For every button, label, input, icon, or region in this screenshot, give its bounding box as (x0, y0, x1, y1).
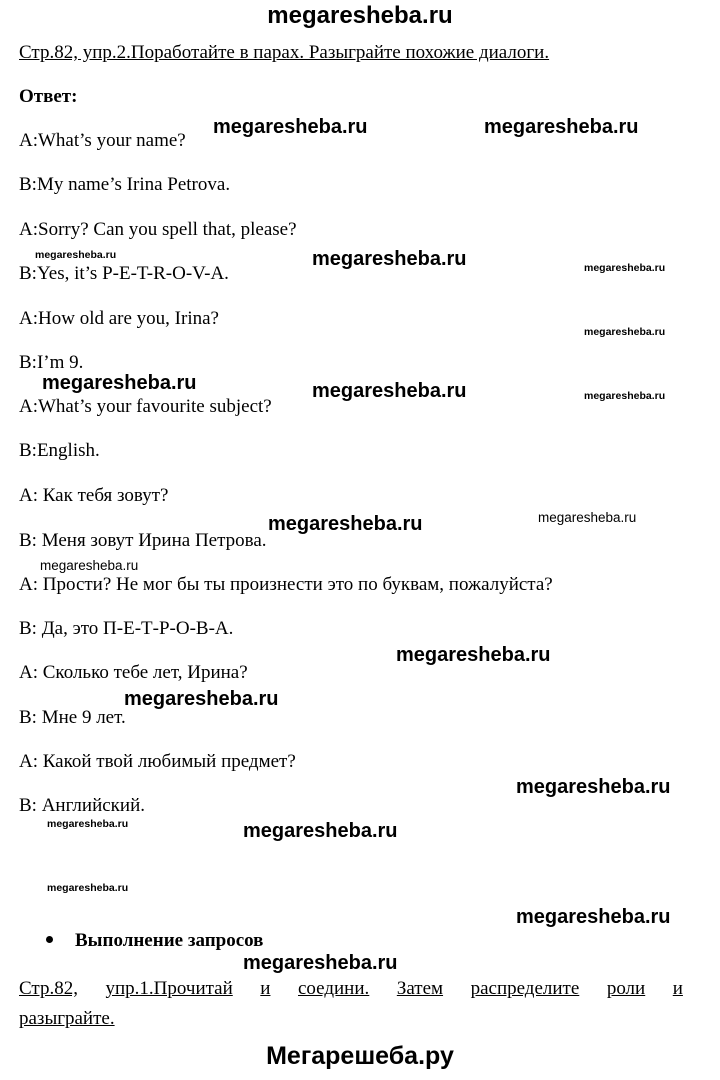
dialog-line-en: A:How old are you, Irina? (19, 308, 219, 329)
answer-label: Ответ: (19, 86, 78, 107)
dialog-line-en: A:What’s your name? (19, 130, 186, 151)
watermark: megaresheba.ru (213, 116, 368, 138)
watermark: megaresheba.ru (243, 952, 398, 974)
watermark: megaresheba.ru (312, 248, 467, 270)
section-bullet (46, 930, 263, 952)
watermark: megaresheba.ru (124, 688, 279, 710)
dialog-line-ru: B: Да, это П-Е-Т-Р-О-В-А. (19, 618, 234, 639)
watermark: megaresheba.ru (396, 644, 551, 666)
watermark: megaresheba.ru (40, 558, 139, 573)
task2 (19, 974, 683, 1034)
dialog-line-en: B:Yes, it’s P-E-T-R-O-V-A. (19, 263, 229, 284)
task-title: Стр.82, упр.2.Поработайте в парах. Разыграйте похожие диалоги. (19, 42, 550, 63)
watermark: megaresheba.ru (538, 510, 637, 525)
task2-word: Затем (396, 978, 444, 999)
dialog-line-en: A:What’s your favourite subject? (19, 396, 272, 417)
task2-word: распределите (470, 978, 580, 999)
watermark: megaresheba.ru (243, 820, 398, 842)
watermark: megaresheba.ru (584, 262, 666, 274)
dialog-line-en: A:Sorry? Can you spell that, please? (19, 219, 297, 240)
task2-word: и (672, 978, 683, 999)
watermark: megaresheba.ru (42, 372, 197, 394)
task2-word: Стр.82, (19, 978, 78, 999)
watermark: megaresheba.ru (312, 380, 467, 402)
bullet-icon (46, 936, 53, 943)
task2-word: соедини. (298, 978, 370, 999)
dialog-line-ru: A: Сколько тебе лет, Ирина? (19, 662, 248, 683)
watermark: megaresheba.ru (516, 776, 671, 798)
dialog-line-ru: A: Какой твой любимый предмет? (19, 751, 296, 772)
task2-line2: разыграйте. (19, 1008, 115, 1029)
task2-word: упр.1.Прочитай (105, 978, 233, 999)
watermark: megaresheba.ru (584, 326, 666, 338)
task2-word: роли (606, 978, 646, 999)
watermark: megaresheba.ru (47, 882, 129, 894)
watermark: megaresheba.ru (47, 818, 129, 830)
task2-word: и (260, 978, 271, 999)
watermark: megaresheba.ru (584, 390, 666, 402)
dialog-line-ru: A: Как тебя зовут? (19, 485, 169, 506)
dialog-line-en: B:I’m 9. (19, 352, 84, 373)
watermark: megaresheba.ru (35, 249, 117, 261)
dialog-line-ru: A: Прости? Не мог бы ты произнести это по буквам, пожалуйста? (19, 574, 553, 595)
dialog-line-en: B:My name’s Irina Petrova. (19, 174, 231, 195)
task2-line1 (19, 974, 683, 1004)
watermark: megaresheba.ru (516, 906, 671, 928)
watermark: megaresheba.ru (484, 116, 639, 138)
section-bullet-label: Выполнение запросов (75, 930, 264, 951)
dialog-line-en: B:English. (19, 440, 100, 461)
dialog-line-ru: B: Английский. (19, 795, 145, 816)
dialog-line-ru: B: Мне 9 лет. (19, 707, 126, 728)
watermark: megaresheba.ru (268, 513, 423, 535)
site-header: megaresheba.ru (267, 2, 453, 29)
site-footer: Мегарешеба.ру (266, 1042, 454, 1070)
dialog-line-ru: B: Меня зовут Ирина Петрова. (19, 530, 267, 551)
